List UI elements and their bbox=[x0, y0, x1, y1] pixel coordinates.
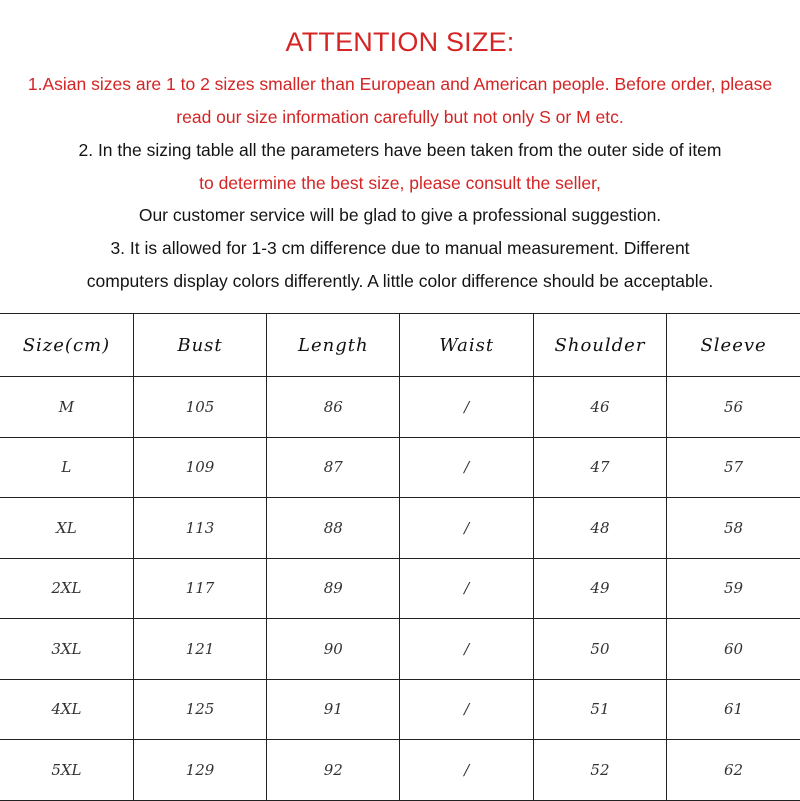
cell-length: 86 bbox=[267, 377, 400, 438]
cell-sleeve: 59 bbox=[667, 558, 800, 619]
cell-bust: 109 bbox=[133, 437, 266, 498]
size-table bbox=[0, 313, 800, 801]
cell-shoulder: 50 bbox=[533, 619, 666, 680]
cell-shoulder: 49 bbox=[533, 558, 666, 619]
cell-bust: 113 bbox=[133, 498, 266, 559]
notice-title: ATTENTION SIZE: bbox=[285, 27, 515, 57]
notice-line-5: Our customer service will be glad to give a professional suggestion. bbox=[138, 205, 662, 225]
cell-bust: 121 bbox=[133, 619, 266, 680]
cell-length: 91 bbox=[267, 679, 400, 740]
cell-size: 3XL bbox=[0, 619, 133, 680]
cell-waist: / bbox=[400, 740, 533, 801]
table-row bbox=[0, 437, 800, 498]
table-row bbox=[0, 679, 800, 740]
notice-line-2: read our size information carefully but not only S or M etc. bbox=[176, 107, 624, 127]
cell-length: 90 bbox=[267, 619, 400, 680]
table-row bbox=[0, 377, 800, 438]
cell-bust: 117 bbox=[133, 558, 266, 619]
cell-sleeve: 60 bbox=[667, 619, 800, 680]
cell-shoulder: 51 bbox=[533, 679, 666, 740]
cell-sleeve: 62 bbox=[667, 740, 800, 801]
cell-shoulder: 47 bbox=[533, 437, 666, 498]
cell-waist: / bbox=[400, 558, 533, 619]
table-row bbox=[0, 740, 800, 801]
table-header-row bbox=[0, 314, 800, 377]
cell-sleeve: 58 bbox=[667, 498, 800, 559]
notice-line-3: 2. In the sizing table all the parameters have been taken from the outer side of item bbox=[78, 140, 722, 160]
notice-line-1: 1.Asian sizes are 1 to 2 sizes smaller than European and American people. Before order, please bbox=[27, 74, 773, 94]
notice-line-4: to determine the best size, please consult the seller, bbox=[199, 173, 601, 193]
cell-length: 92 bbox=[267, 740, 400, 801]
cell-waist: / bbox=[400, 498, 533, 559]
header-size: Size(cm) bbox=[0, 314, 133, 377]
header-length: Length bbox=[267, 314, 400, 377]
notice-line-7: computers display colors differently. A little color difference should be acceptable. bbox=[86, 271, 714, 291]
table-row bbox=[0, 498, 800, 559]
header-bust: Bust bbox=[133, 314, 266, 377]
cell-size: 4XL bbox=[0, 679, 133, 740]
table-row bbox=[0, 619, 800, 680]
header-shoulder: Shoulder bbox=[533, 314, 666, 377]
table-row bbox=[0, 558, 800, 619]
header-sleeve: Sleeve bbox=[667, 314, 800, 377]
notice-line-6: 3. It is allowed for 1-3 cm difference due to manual measurement. Different bbox=[110, 238, 690, 258]
cell-waist: / bbox=[400, 437, 533, 498]
header-waist: Waist bbox=[400, 314, 533, 377]
size-notice bbox=[0, 0, 800, 312]
cell-sleeve: 57 bbox=[667, 437, 800, 498]
cell-length: 87 bbox=[267, 437, 400, 498]
cell-shoulder: 48 bbox=[533, 498, 666, 559]
cell-size: 2XL bbox=[0, 558, 133, 619]
cell-bust: 125 bbox=[133, 679, 266, 740]
cell-size: M bbox=[0, 377, 133, 438]
cell-shoulder: 46 bbox=[533, 377, 666, 438]
cell-waist: / bbox=[400, 679, 533, 740]
cell-waist: / bbox=[400, 377, 533, 438]
cell-bust: 105 bbox=[133, 377, 266, 438]
cell-sleeve: 56 bbox=[667, 377, 800, 438]
cell-size: 5XL bbox=[0, 740, 133, 801]
cell-length: 88 bbox=[267, 498, 400, 559]
cell-length: 89 bbox=[267, 558, 400, 619]
cell-waist: / bbox=[400, 619, 533, 680]
cell-bust: 129 bbox=[133, 740, 266, 801]
cell-shoulder: 52 bbox=[533, 740, 666, 801]
cell-size: XL bbox=[0, 498, 133, 559]
cell-sleeve: 61 bbox=[667, 679, 800, 740]
cell-size: L bbox=[0, 437, 133, 498]
